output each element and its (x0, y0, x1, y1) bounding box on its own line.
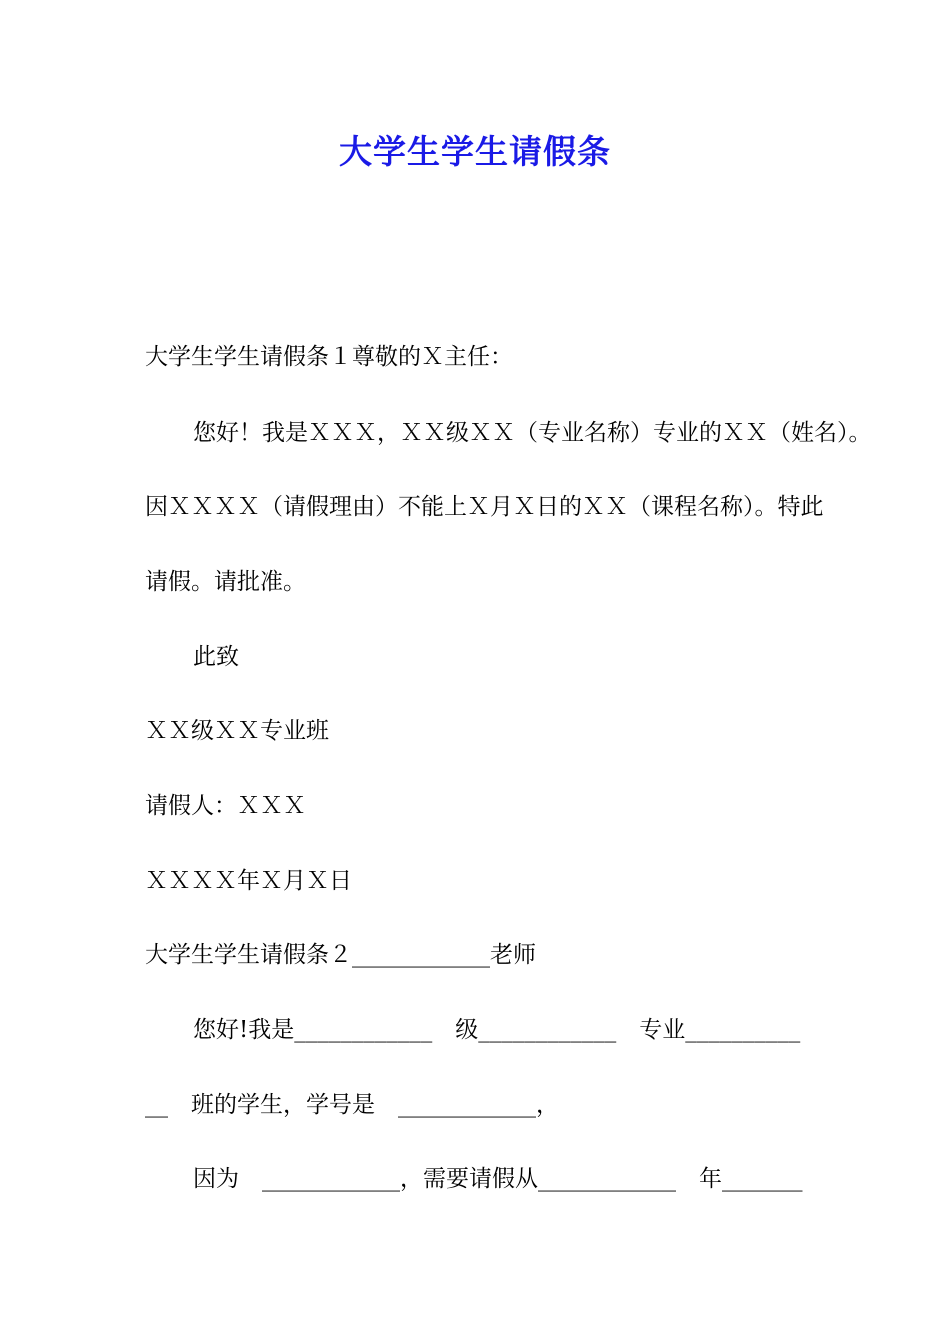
text-line-7: 请假人：ＸＸＸ (145, 793, 306, 819)
text-line-1: 大学生学生请假条１尊敬的Ｘ主任： (145, 344, 513, 370)
text-line-5: 此致 (193, 644, 239, 670)
text-line-9: 大学生学生请假条２____________老师 (145, 942, 536, 968)
text-line-6: ＸＸ级ＸＸ专业班 (145, 718, 329, 744)
text-line-4: 请假。请批准。 (145, 569, 306, 595)
text-line-12: 因为 ____________，需要请假从____________ 年_______ (193, 1166, 803, 1192)
text-line-8: ＸＸＸＸ年Ｘ月Ｘ日 (145, 868, 352, 894)
text-line-3: 因ＸＸＸＸ（请假理由）不能上Ｘ月Ｘ日的ＸＸ（课程名称）。特此 (145, 494, 824, 520)
text-line-2: 您好！我是ＸＸＸ，ＸＸ级ＸＸ（专业名称）专业的ＸＸ（姓名）。 (193, 420, 872, 446)
text-line-10: 您好!我是____________ 级____________ 专业__________ (193, 1017, 801, 1043)
text-line-11: __ 班的学生，学号是 ____________， (145, 1092, 559, 1118)
document-title: 大学生学生请假条 (339, 132, 611, 171)
